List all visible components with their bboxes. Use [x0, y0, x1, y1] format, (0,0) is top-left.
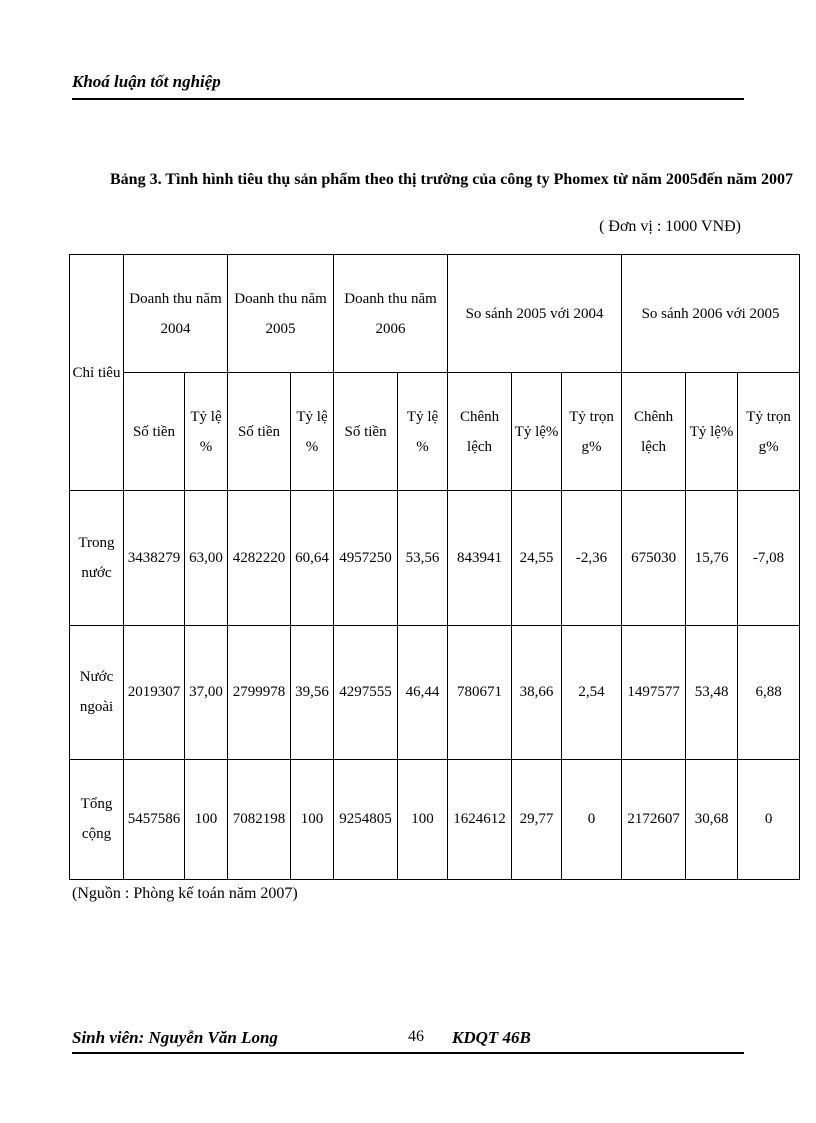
table-cell: 100 [185, 759, 228, 879]
table-cell: 100 [398, 759, 448, 879]
group-header-2005: Doanh thu năm 2005 [228, 255, 334, 373]
table-cell: 24,55 [512, 491, 562, 625]
table-cell: 38,66 [512, 625, 562, 759]
footer-student-name: Sinh viên: Nguyễn Văn Long [72, 1028, 278, 1047]
table-cell: 4297555 [334, 625, 398, 759]
table-cell: 30,68 [686, 759, 738, 879]
group-header-compare-2006-2005: So sánh 2006 với 2005 [622, 255, 800, 373]
table-cell: 0 [562, 759, 622, 879]
subheader-so-tien: Số tiền [228, 373, 291, 491]
table-cell: 843941 [448, 491, 512, 625]
table-row [70, 491, 800, 625]
table-cell: 9254805 [334, 759, 398, 879]
table-cell: 53,56 [398, 491, 448, 625]
table-cell: 4957250 [334, 491, 398, 625]
table-cell: 15,76 [686, 491, 738, 625]
subheader-ty-le: Tỷ lệ % [185, 373, 228, 491]
footer-divider [72, 1052, 744, 1054]
group-header-2004: Doanh thu năm 2004 [124, 255, 228, 373]
table-cell: 39,56 [291, 625, 334, 759]
page-number: 46 [408, 1028, 424, 1045]
subheader-chenh-lech: Chênh lệch [622, 373, 686, 491]
table-cell: 5457586 [124, 759, 185, 879]
subheader-so-tien: Số tiền [334, 373, 398, 491]
table-cell: 1497577 [622, 625, 686, 759]
col-header-chi-tieu: Chỉ tiêu [70, 255, 124, 491]
table-cell: 53,48 [686, 625, 738, 759]
table-row [70, 759, 800, 879]
subheader-ty-trong: Tỷ trọng% [562, 373, 622, 491]
table-cell: 37,00 [185, 625, 228, 759]
table-row [70, 625, 800, 759]
table-cell: 3438279 [124, 491, 185, 625]
table-cell: 29,77 [512, 759, 562, 879]
document-header-title: Khoá luận tốt nghiệp [72, 72, 221, 91]
source-note: (Nguồn : Phòng kế toán năm 2007) [72, 885, 298, 902]
table-cell: 46,44 [398, 625, 448, 759]
sales-by-market-table [69, 254, 800, 880]
table-cell: 2172607 [622, 759, 686, 879]
table-cell: 60,64 [291, 491, 334, 625]
table-cell: 675030 [622, 491, 686, 625]
footer-class-code: KDQT 46B [452, 1028, 531, 1047]
table-cell: 2799978 [228, 625, 291, 759]
table-caption: Bảng 3. Tình hình tiêu thụ sản phẩm theo thị trường của công ty Phomex từ năm 2005đến năm 2007 [110, 171, 793, 188]
row-label: Trong nước [70, 491, 124, 625]
row-label: Tổng cộng [70, 759, 124, 879]
subheader-ty-le-pct: Tỷ lệ% [686, 373, 738, 491]
table-cell: 63,00 [185, 491, 228, 625]
table-cell: -2,36 [562, 491, 622, 625]
table-cell: 4282220 [228, 491, 291, 625]
subheader-chenh-lech: Chênh lệch [448, 373, 512, 491]
table-cell: -7,08 [738, 491, 800, 625]
unit-note: ( Đơn vị : 1000 VNĐ) [599, 218, 741, 235]
group-header-2006: Doanh thu năm 2006 [334, 255, 448, 373]
table-cell: 2,54 [562, 625, 622, 759]
subheader-ty-le-pct: Tỷ lệ% [512, 373, 562, 491]
table-cell: 6,88 [738, 625, 800, 759]
row-label: Nước ngoài [70, 625, 124, 759]
table-cell: 2019307 [124, 625, 185, 759]
table-cell: 7082198 [228, 759, 291, 879]
group-header-compare-2005-2004: So sánh 2005 với 2004 [448, 255, 622, 373]
table-header-row [70, 255, 800, 373]
table-subheader-row [70, 373, 800, 491]
table-cell: 780671 [448, 625, 512, 759]
subheader-so-tien: Số tiền [124, 373, 185, 491]
header-divider [72, 98, 744, 100]
subheader-ty-trong: Tỷ trọng% [738, 373, 800, 491]
subheader-ty-le: Tỷ lệ % [291, 373, 334, 491]
table-cell: 1624612 [448, 759, 512, 879]
table-cell: 0 [738, 759, 800, 879]
table-cell: 100 [291, 759, 334, 879]
subheader-ty-le: Tỷ lệ % [398, 373, 448, 491]
